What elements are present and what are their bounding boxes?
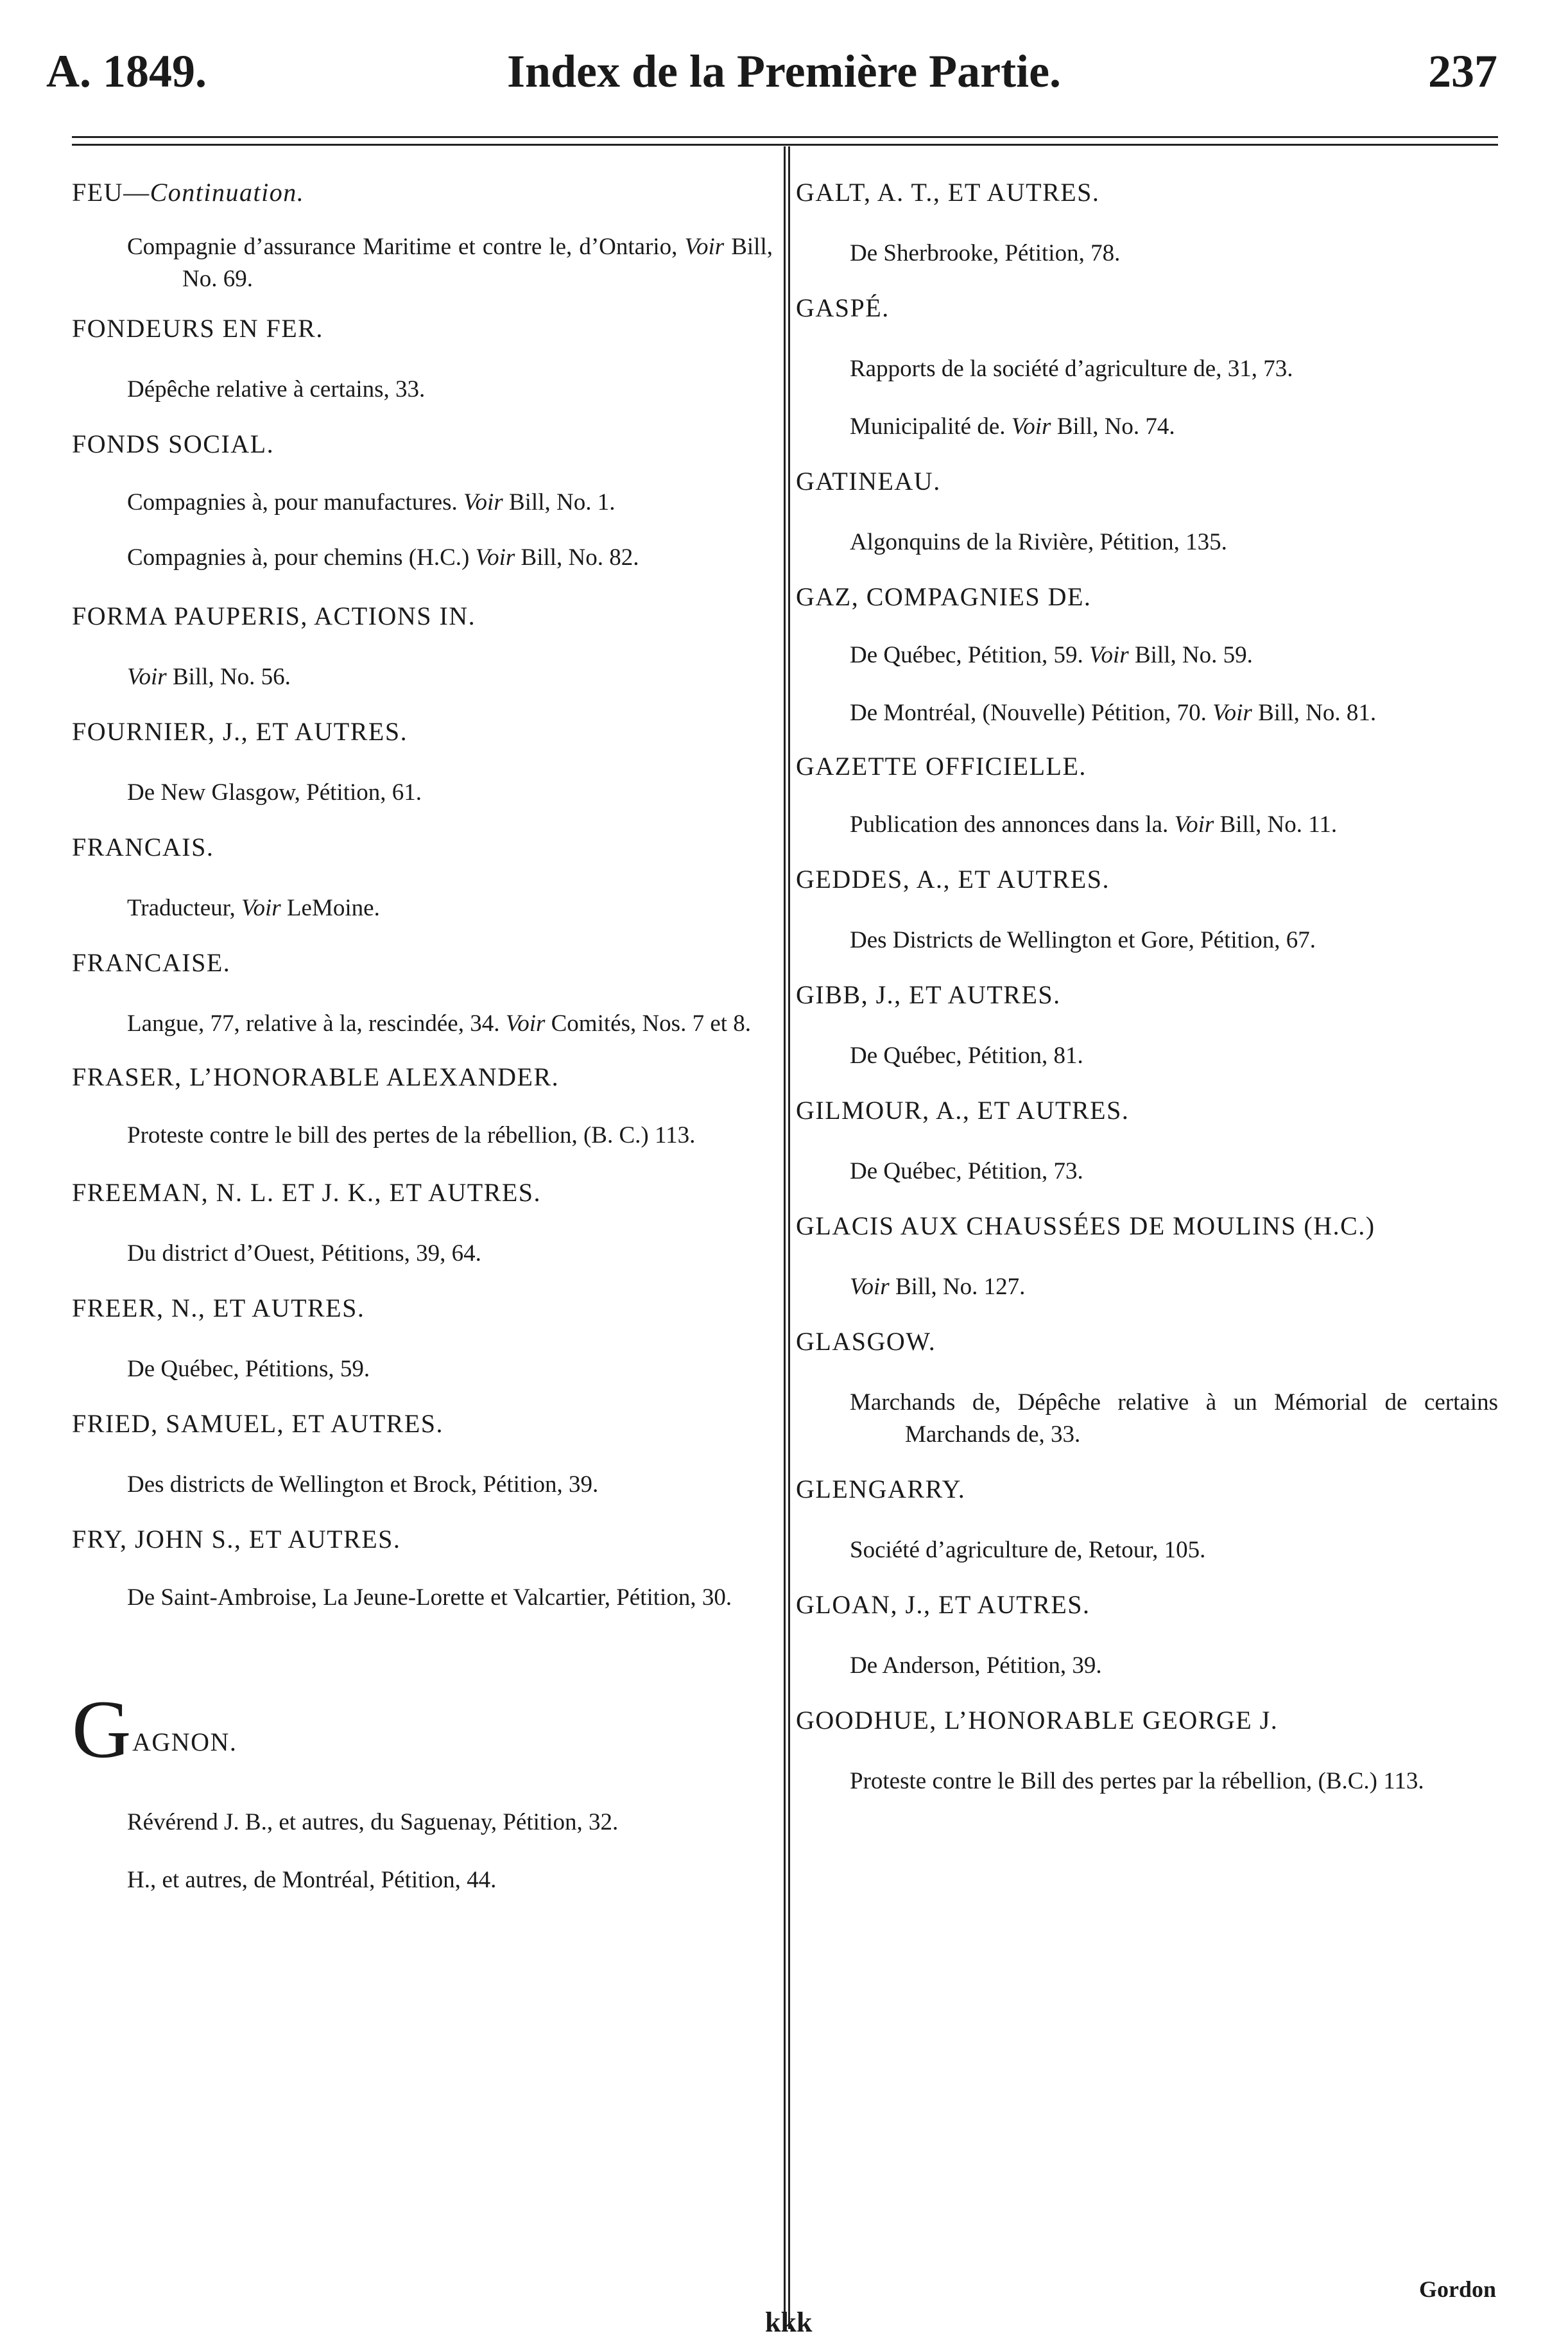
entry-heading: GLACIS AUX CHAUSSÉES DE MOULINS (H.C.) bbox=[796, 1211, 1375, 1240]
entry-heading: FRANCAIS. bbox=[72, 833, 214, 862]
entry-heading: FRIED, SAMUEL, ET AUTRES. bbox=[72, 1409, 444, 1438]
entry-heading: GATINEAU. bbox=[796, 467, 941, 496]
entry-heading: GEDDES, A., ET AUTRES. bbox=[796, 865, 1110, 894]
entry-heading bbox=[72, 173, 773, 212]
cross-reference-label: Voir bbox=[475, 544, 515, 571]
entry-subitem: H., et autres, de Montréal, Pétition, 44. bbox=[127, 1867, 497, 1893]
signature-mark: kkk bbox=[765, 2307, 813, 2338]
entry-heading: GLOAN, J., ET AUTRES. bbox=[796, 1590, 1090, 1619]
entry-subitem: De Québec, Pétition, 73. bbox=[850, 1158, 1083, 1184]
cross-reference-label: Voir bbox=[127, 664, 167, 690]
entry-subitem: Voir Bill, No. 56. bbox=[127, 664, 291, 690]
entry-heading: GAZ, COMPAGNIES DE. bbox=[796, 582, 1092, 611]
entry-subitem: De Québec, Pétition, 81. bbox=[850, 1043, 1083, 1069]
entry-subitem: De Anderson, Pétition, 39. bbox=[850, 1652, 1102, 1679]
entry-subitem: Des Districts de Wellington et Gore, Pétition, 67. bbox=[850, 927, 1316, 953]
entry-subitem: De Québec, Pétitions, 59. bbox=[127, 1356, 370, 1382]
entry-subitem: Traducteur, Voir LeMoine. bbox=[127, 895, 380, 921]
entry-heading: FREER, N., ET AUTRES. bbox=[72, 1294, 365, 1322]
cross-reference-label: Voir bbox=[1212, 700, 1252, 726]
entry-subitem: Rapports de la société d’agriculture de, 31, 73. bbox=[850, 356, 1293, 382]
year-label: A. 1849. bbox=[46, 46, 207, 97]
entry-heading bbox=[72, 1684, 773, 1775]
entry-heading: GAZETTE OFFICIELLE. bbox=[796, 752, 1087, 781]
cross-reference-label: Voir bbox=[684, 234, 725, 260]
entry-subitem: Révérend J. B., et autres, du Saguenay, Pétition, 32. bbox=[127, 1809, 619, 1835]
right-column bbox=[796, 146, 1498, 1797]
entry-subitem: Langue, 77, relative à la, rescindée, 34. Voir Comités, Nos. 7 et 8. bbox=[127, 1010, 752, 1037]
entry-heading: FOURNIER, J., ET AUTRES. bbox=[72, 717, 408, 746]
entry-subitem: Société d’agriculture de, Retour, 105. bbox=[850, 1537, 1206, 1563]
entry-subitem: Du district d’Ouest, Pétitions, 39, 64. bbox=[127, 1240, 481, 1267]
column-divider bbox=[784, 146, 790, 2329]
left-column bbox=[72, 146, 773, 1896]
drop-cap: G bbox=[72, 1684, 132, 1775]
header-rule-bottom bbox=[72, 144, 1498, 146]
entry-heading: FONDS SOCIAL. bbox=[72, 429, 275, 458]
entry-subitem: Des districts de Wellington et Brock, Pétition, 39. bbox=[127, 1471, 599, 1498]
entry-subitem: De Montréal, (Nouvelle) Pétition, 70. Voir Bill, No. 81. bbox=[850, 700, 1377, 726]
entry-subitem: Marchands de, Dépêche relative à un Mémorial de certains Marchands de, 33. bbox=[850, 1389, 1498, 1448]
catchword: Gordon bbox=[1418, 2276, 1496, 2302]
entry-subitem: De Québec, Pétition, 59. Voir Bill, No. 59. bbox=[850, 642, 1253, 668]
heading-text: AGNON. bbox=[132, 1728, 237, 1756]
entry-heading: GASPÉ. bbox=[796, 293, 890, 322]
entry-subitem: De Saint-Ambroise, La Jeune-Lorette et Valcartier, Pétition, 30. bbox=[127, 1584, 732, 1611]
entry-subitem: Dépêche relative à certains, 33. bbox=[127, 376, 426, 403]
entry-subitem: Compagnies à, pour chemins (H.C.) Voir Bill, No. 82. bbox=[127, 544, 639, 571]
entry-subitem: De New Glasgow, Pétition, 61. bbox=[127, 779, 422, 806]
entry-heading: GIBB, J., ET AUTRES. bbox=[796, 980, 1061, 1009]
entry-subitem: Municipalité de. Voir Bill, No. 74. bbox=[850, 413, 1175, 440]
header-rule-top bbox=[72, 136, 1498, 138]
entry-subitem: De Sherbrooke, Pétition, 78. bbox=[850, 240, 1121, 266]
cross-reference-label: Voir bbox=[463, 489, 503, 515]
entry-subitem: Proteste contre le Bill des pertes par la rébellion, (B.C.) 113. bbox=[850, 1768, 1424, 1794]
entry-heading: FRASER, L’HONORABLE ALEXANDER. bbox=[72, 1062, 560, 1091]
entry-heading: FREEMAN, N. L. ET J. K., ET AUTRES. bbox=[72, 1178, 542, 1207]
cross-reference-label: Voir bbox=[1011, 413, 1051, 440]
cross-reference-label: Voir bbox=[505, 1010, 546, 1037]
entry-subitem: Algonquins de la Rivière, Pétition, 135. bbox=[850, 529, 1227, 555]
entry-heading: GOODHUE, L’HONORABLE GEORGE J. bbox=[796, 1706, 1279, 1735]
running-head bbox=[0, 45, 1568, 116]
entry-heading: FRANCAISE. bbox=[72, 948, 231, 977]
entry-subitem: Proteste contre le bill des pertes de la rébellion, (B. C.) 113. bbox=[127, 1122, 696, 1148]
page-title: Index de la Première Partie. bbox=[506, 46, 1062, 97]
cross-reference-label: Voir bbox=[241, 895, 281, 921]
entry-heading: GLENGARRY. bbox=[796, 1475, 966, 1503]
page-number: 237 bbox=[1428, 46, 1497, 97]
continuation-label: Continuation. bbox=[150, 178, 305, 207]
cross-reference-label: Voir bbox=[1174, 811, 1214, 838]
entry-heading: GLASGOW. bbox=[796, 1327, 936, 1356]
entry-heading: FONDEURS EN FER. bbox=[72, 314, 323, 343]
entry-heading: FRY, JOHN S., ET AUTRES. bbox=[72, 1525, 401, 1554]
entry-subitem: Compagnie d’assurance Maritime et contre le, d’Ontario, Voir Bill, No. 69. bbox=[127, 234, 773, 292]
entry-heading: GILMOUR, A., ET AUTRES. bbox=[796, 1096, 1130, 1125]
entry-subitem: Publication des annonces dans la. Voir Bill, No. 11. bbox=[850, 811, 1338, 838]
entry-heading: GALT, A. T., ET AUTRES. bbox=[796, 178, 1100, 207]
entry-subitem: Compagnies à, pour manufactures. Voir Bill, No. 1. bbox=[127, 489, 616, 515]
heading-text: FEU— bbox=[72, 178, 150, 207]
cross-reference-label: Voir bbox=[850, 1274, 890, 1300]
cross-reference-label: Voir bbox=[1089, 642, 1129, 668]
entry-subitem: Voir Bill, No. 127. bbox=[850, 1274, 1026, 1300]
entry-heading: FORMA PAUPERIS, ACTIONS IN. bbox=[72, 602, 476, 630]
